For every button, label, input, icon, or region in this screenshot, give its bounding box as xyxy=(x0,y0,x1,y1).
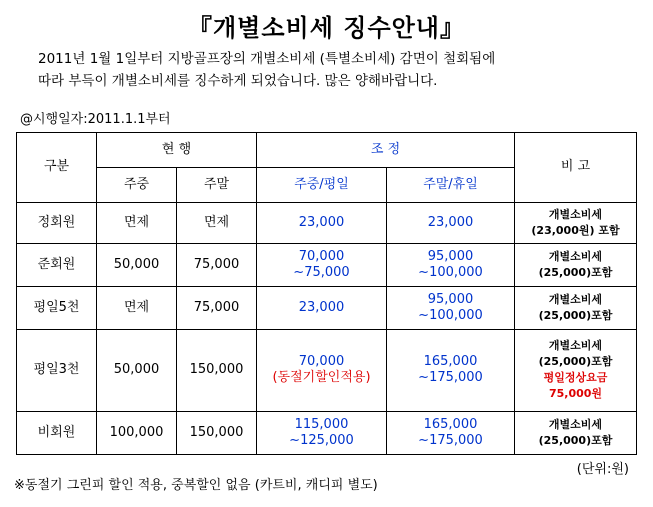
remark-highlight: 평일정상요금 xyxy=(543,371,608,385)
price-line: 70,000 xyxy=(298,248,345,264)
fee-table xyxy=(16,132,637,455)
row-category: 비회원 xyxy=(17,411,97,454)
price-line: 95,000 xyxy=(427,248,474,264)
table-row xyxy=(17,411,637,454)
price-line: ~100,000 xyxy=(418,264,483,280)
remark xyxy=(515,286,637,329)
remark xyxy=(515,243,637,286)
page-title: 『개별소비세 징수안내』 xyxy=(187,14,465,42)
remark-line: 개별소비세 xyxy=(548,292,603,306)
notice-text xyxy=(38,48,638,92)
header-row xyxy=(17,133,637,168)
price-line: 115,000 xyxy=(294,416,349,432)
current-weekday: 50,000 xyxy=(97,243,177,286)
price-line: 165,000 xyxy=(423,416,478,432)
header-weekend: 주말 xyxy=(177,167,257,202)
remark-line: (25,000)포함 xyxy=(538,355,613,369)
price-line: ~100,000 xyxy=(418,307,483,323)
current-weekend: 150,000 xyxy=(177,411,257,454)
header-remark: 비 고 xyxy=(515,133,637,203)
row-category: 평일3천 xyxy=(17,329,97,411)
adjusted-weekday xyxy=(257,243,387,286)
remark-line: (23,000원) 포함 xyxy=(531,223,620,237)
discount-note: (동절기할인적용) xyxy=(272,370,371,386)
adjusted-weekend xyxy=(387,411,515,454)
current-weekend: 150,000 xyxy=(177,329,257,411)
header-weekday: 주중 xyxy=(97,167,177,202)
adjusted-weekend xyxy=(387,243,515,286)
remark-line: 개별소비세 xyxy=(548,339,603,353)
price-line: 23,000 xyxy=(298,214,345,230)
table-row xyxy=(17,329,637,411)
price-line: 23,000 xyxy=(298,299,345,315)
current-weekend: 75,000 xyxy=(177,243,257,286)
remark-line: (25,000)포함 xyxy=(538,308,613,322)
row-category: 준회원 xyxy=(17,243,97,286)
price-line: 23,000 xyxy=(427,214,474,230)
adjusted-weekday xyxy=(257,286,387,329)
header-current: 현 행 xyxy=(97,133,257,168)
notice-line: 따라 부득이 개별소비세를 징수하게 되었습니다. 많은 양해바랍니다. xyxy=(38,73,438,89)
row-category: 평일5천 xyxy=(17,286,97,329)
remark-line: 개별소비세 xyxy=(548,249,603,263)
adjusted-weekend xyxy=(387,286,515,329)
price-line: ~75,000 xyxy=(293,264,350,280)
price-line: 165,000 xyxy=(423,354,478,370)
adjusted-weekend xyxy=(387,329,515,411)
row-category: 정회원 xyxy=(17,202,97,243)
table-row xyxy=(17,286,637,329)
current-weekday: 50,000 xyxy=(97,329,177,411)
remark-line: 개별소비세 xyxy=(548,417,603,431)
adjusted-weekend xyxy=(387,202,515,243)
current-weekday: 면제 xyxy=(97,202,177,243)
price-line: 95,000 xyxy=(427,291,474,307)
current-weekend: 면제 xyxy=(177,202,257,243)
header-category: 구분 xyxy=(17,133,97,203)
remark xyxy=(515,411,637,454)
adjusted-weekday xyxy=(257,411,387,454)
price-line: ~175,000 xyxy=(418,432,483,448)
price-line: ~175,000 xyxy=(418,370,483,386)
adjusted-weekday xyxy=(257,329,387,411)
remark-line: 개별소비세 xyxy=(548,207,603,221)
current-weekday: 100,000 xyxy=(97,411,177,454)
header-weekday-normal: 주중/평일 xyxy=(257,167,387,202)
footnote: ※동절기 그린피 할인 적용, 중복할인 없음 (카트비, 캐디피 별도) xyxy=(14,478,378,493)
unit-label: (단위:원) xyxy=(576,462,629,477)
effective-date: @시행일자:2011.1.1부터 xyxy=(20,112,171,127)
current-weekend: 75,000 xyxy=(177,286,257,329)
table-row xyxy=(17,202,637,243)
price-line: 70,000 xyxy=(298,354,345,370)
notice-line: 2011년 1월 1일부터 지방골프장의 개별소비세 (특별소비세) 감면이 철회됨에 xyxy=(38,51,496,67)
current-weekday: 면제 xyxy=(97,286,177,329)
remark-highlight: 75,000원 xyxy=(548,387,603,401)
remark-line: (25,000)포함 xyxy=(538,433,613,447)
table-row xyxy=(17,243,637,286)
price-line: ~125,000 xyxy=(289,432,354,448)
header-adjusted: 조 정 xyxy=(257,133,515,168)
adjusted-weekday xyxy=(257,202,387,243)
remark xyxy=(515,329,637,411)
remark xyxy=(515,202,637,243)
header-weekend-holiday: 주말/휴일 xyxy=(387,167,515,202)
remark-line: (25,000)포함 xyxy=(538,265,613,279)
